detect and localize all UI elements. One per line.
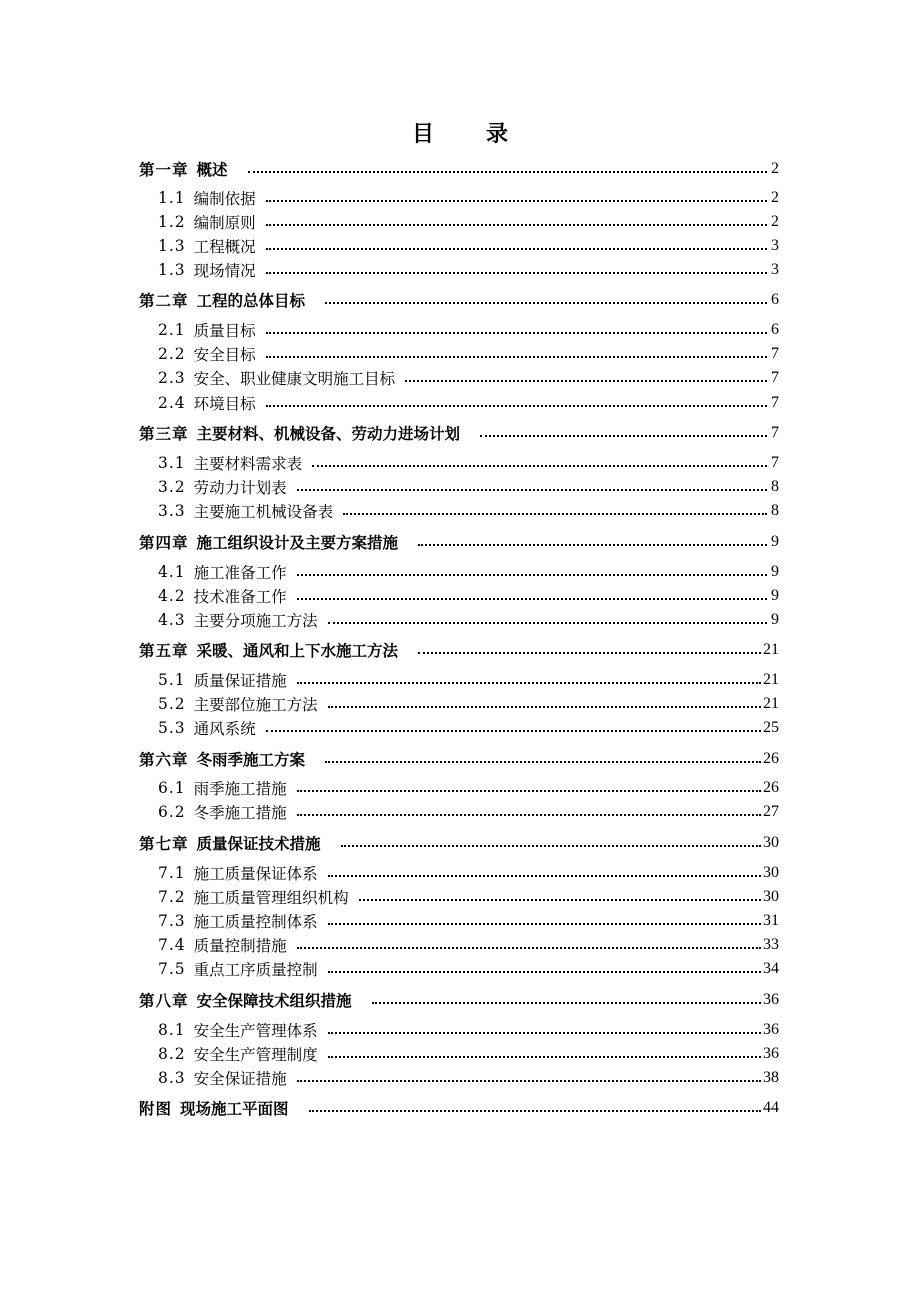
dot-leader <box>372 1000 761 1004</box>
toc-entry-title: 编制依据 <box>193 190 256 208</box>
toc-page-number: 33 <box>763 936 779 953</box>
toc-entry-title: 主要施工机械设备表 <box>193 503 334 521</box>
toc-entry-number: 5.3 <box>158 719 186 737</box>
toc-entry-title: 施工组织设计及主要方案措施 <box>196 534 399 552</box>
toc-section-entry[interactable] <box>139 318 779 342</box>
dot-leader <box>248 169 767 173</box>
dot-leader <box>328 873 761 877</box>
dot-leader <box>297 1078 761 1082</box>
toc-section-entry[interactable] <box>139 210 779 234</box>
toc-entry-number: 3.2 <box>158 478 186 496</box>
toc-chapter-entry[interactable] <box>139 747 779 771</box>
toc-page-number: 3 <box>771 261 779 278</box>
toc-page-number: 38 <box>763 1069 779 1086</box>
toc-entry-number: 3.3 <box>158 502 186 520</box>
toc-page-number: 31 <box>763 912 779 929</box>
dot-leader <box>325 300 767 304</box>
toc-entry-title: 安全保障技术组织措施 <box>196 992 352 1010</box>
toc-section-entry[interactable] <box>139 933 779 957</box>
toc-section-entry[interactable] <box>139 342 779 366</box>
toc-page-number: 44 <box>763 1099 779 1116</box>
toc-entry-title: 主要分项施工方法 <box>193 612 318 630</box>
toc-section-entry[interactable] <box>139 234 779 258</box>
toc-page-number: 36 <box>763 991 779 1008</box>
toc-page-number: 36 <box>763 1045 779 1062</box>
toc-page-number: 9 <box>771 533 779 550</box>
toc-entry-title: 安全保证措施 <box>193 1070 287 1088</box>
toc-section-entry[interactable] <box>139 475 779 499</box>
dot-leader <box>328 1030 761 1034</box>
toc-page-number: 2 <box>771 213 779 230</box>
toc-chapter-entry[interactable] <box>139 288 779 312</box>
toc-chapter-entry[interactable] <box>139 831 779 855</box>
toc-section-entry[interactable] <box>139 560 779 584</box>
toc-page-number: 21 <box>763 671 779 688</box>
dot-leader <box>325 759 761 763</box>
toc-page-number: 9 <box>771 611 779 628</box>
toc-entry-title: 主要部位施工方法 <box>193 696 318 714</box>
toc-entry-number: 第四章 <box>139 534 189 552</box>
dot-leader <box>297 680 761 684</box>
toc-entry-title: 现场情况 <box>193 262 256 280</box>
toc-section-entry[interactable] <box>139 1066 779 1090</box>
toc-page-number: 36 <box>763 1021 779 1038</box>
toc-entry-number: 7.5 <box>158 960 186 978</box>
toc-section-entry[interactable] <box>139 186 779 210</box>
toc-entry-number: 8.2 <box>158 1045 186 1063</box>
toc-entry-number: 8.3 <box>158 1069 186 1087</box>
toc-entry-title: 质量目标 <box>193 322 256 340</box>
dot-leader <box>328 704 761 708</box>
toc-entry-title: 质量控制措施 <box>193 937 287 955</box>
toc-entry-title: 安全目标 <box>193 346 256 364</box>
toc-entry-number: 2.3 <box>158 369 186 387</box>
toc-page-number: 30 <box>763 864 779 881</box>
toc-entry-number: 5.2 <box>158 695 186 713</box>
toc-page-number: 34 <box>763 960 779 977</box>
toc-chapter-entry[interactable] <box>139 421 779 445</box>
dot-leader <box>328 620 767 624</box>
toc-page-number: 7 <box>771 345 779 362</box>
toc-page-number: 7 <box>771 394 779 411</box>
toc-section-entry[interactable] <box>139 885 779 909</box>
toc-entry-title: 现场施工平面图 <box>180 1100 289 1118</box>
toc-entry-number: 4.2 <box>158 587 186 605</box>
toc-entry-number: 第六章 <box>139 751 189 769</box>
dot-leader <box>297 945 761 949</box>
toc-section-entry[interactable] <box>139 608 779 632</box>
toc-entry-title: 质量保证措施 <box>193 672 287 690</box>
dot-leader <box>297 572 767 576</box>
toc-chapter-entry[interactable] <box>139 638 779 662</box>
toc-entry-title: 工程概况 <box>193 238 256 256</box>
toc-entry-number: 6.1 <box>158 779 186 797</box>
toc-entry-number: 第二章 <box>139 292 189 310</box>
toc-page-number: 21 <box>763 695 779 712</box>
toc-page-number: 26 <box>763 750 779 767</box>
dot-leader <box>297 487 767 491</box>
toc-entry-title: 编制原则 <box>193 214 256 232</box>
toc-page-number: 30 <box>763 888 779 905</box>
toc-entry-number: 1.3 <box>158 261 186 279</box>
toc-section-entry[interactable] <box>139 391 779 415</box>
toc-page-number: 27 <box>763 803 779 820</box>
toc-section-entry[interactable] <box>139 668 779 692</box>
toc-page-number: 25 <box>763 719 779 736</box>
toc-entry-title: 劳动力计划表 <box>193 479 287 497</box>
toc-section-entry[interactable] <box>139 800 779 824</box>
toc-entry-number: 1.2 <box>158 213 186 231</box>
toc-entry-number: 1.3 <box>158 237 186 255</box>
dot-leader <box>309 1108 761 1112</box>
toc-section-entry[interactable] <box>139 1018 779 1042</box>
dot-leader <box>297 596 767 600</box>
dot-leader <box>418 650 761 654</box>
dot-leader <box>266 403 767 407</box>
dot-leader <box>297 812 761 816</box>
title-char-left: 目 <box>411 122 434 147</box>
toc-page-number: 2 <box>771 189 779 206</box>
toc-section-entry[interactable] <box>139 776 779 800</box>
toc-section-entry[interactable] <box>139 957 779 981</box>
toc-entry-number: 4.1 <box>158 563 186 581</box>
toc-entry-number: 8.1 <box>158 1021 186 1039</box>
toc-entry-title: 工程的总体目标 <box>196 292 306 310</box>
toc-entry-number: 第五章 <box>139 642 189 660</box>
toc-entry-number: 第一章 <box>139 161 189 179</box>
dot-leader <box>359 897 761 901</box>
toc-section-entry[interactable] <box>139 1042 779 1066</box>
page-title <box>0 120 920 150</box>
toc-page-number: 30 <box>763 834 779 851</box>
toc-entry-number: 3.1 <box>158 454 186 472</box>
dot-leader <box>328 1054 761 1058</box>
toc-entry-number: 第八章 <box>139 992 189 1010</box>
toc-page-number: 26 <box>763 779 779 796</box>
toc-section-entry[interactable] <box>139 861 779 885</box>
toc-entry-title: 施工质量管理组织机构 <box>193 889 349 907</box>
toc-page-number: 7 <box>771 369 779 386</box>
toc-page-number: 9 <box>771 587 779 604</box>
toc-section-entry[interactable] <box>139 909 779 933</box>
toc-entry-title: 安全、职业健康文明施工目标 <box>193 370 396 388</box>
toc-entry-number: 6.2 <box>158 803 186 821</box>
toc-page-number: 7 <box>771 424 779 441</box>
toc-entry-title: 施工质量控制体系 <box>193 913 318 931</box>
toc-entry-title: 主要材料、机械设备、劳动力进场计划 <box>196 425 461 443</box>
toc-chapter-entry[interactable] <box>139 1096 779 1120</box>
dot-leader <box>297 788 761 792</box>
toc-entry-title: 安全生产管理体系 <box>193 1022 318 1040</box>
toc-section-entry[interactable] <box>139 366 779 390</box>
toc-section-entry[interactable] <box>139 451 779 475</box>
dot-leader <box>328 969 761 973</box>
title-char-right: 录 <box>486 122 509 147</box>
toc-page-number: 8 <box>771 478 779 495</box>
dot-leader <box>266 222 767 226</box>
dot-leader <box>266 354 767 358</box>
dot-leader <box>418 542 767 546</box>
toc-entry-title: 技术准备工作 <box>193 588 287 606</box>
toc-entry-number: 4.3 <box>158 611 186 629</box>
toc-entry-number: 5.1 <box>158 671 186 689</box>
toc-entry-title: 采暖、通风和上下水施工方法 <box>196 642 399 660</box>
toc-section-entry[interactable] <box>139 584 779 608</box>
toc-entry-title: 重点工序质量控制 <box>193 961 318 979</box>
toc-page-number: 2 <box>771 160 779 177</box>
toc-entry-title: 冬季施工措施 <box>193 804 287 822</box>
toc-entry-number: 第三章 <box>139 425 189 443</box>
toc-page-number: 9 <box>771 563 779 580</box>
toc-entry-title: 雨季施工措施 <box>193 780 287 798</box>
toc-entry-number: 2.2 <box>158 345 186 363</box>
toc-entry-title: 概述 <box>196 161 228 179</box>
dot-leader <box>312 463 767 467</box>
toc-entry-title: 安全生产管理制度 <box>193 1046 318 1064</box>
toc-entry-number: 7.2 <box>158 888 186 906</box>
toc-chapter-entry[interactable] <box>139 157 779 181</box>
dot-leader <box>480 433 767 437</box>
dot-leader <box>266 330 767 334</box>
toc-entry-title: 通风系统 <box>193 720 256 738</box>
dot-leader <box>266 198 767 202</box>
toc-entry-number: 2.4 <box>158 394 186 412</box>
toc-entry-number: 附图 <box>139 1100 173 1118</box>
toc-entry-title: 质量保证技术措施 <box>196 835 321 853</box>
toc-page-number: 8 <box>771 502 779 519</box>
toc-page-number: 6 <box>771 321 779 338</box>
dot-leader <box>266 270 767 274</box>
toc-section-entry[interactable] <box>139 692 779 716</box>
toc-section-entry[interactable] <box>139 258 779 282</box>
toc-chapter-entry[interactable] <box>139 530 779 554</box>
toc-entry-number: 第七章 <box>139 835 189 853</box>
toc-entry-number: 1.1 <box>158 189 186 207</box>
toc-chapter-entry[interactable] <box>139 988 779 1012</box>
dot-leader <box>328 921 761 925</box>
toc-entry-title: 冬雨季施工方案 <box>196 751 306 769</box>
toc-entry-number: 7.4 <box>158 936 186 954</box>
toc-entry-title: 施工准备工作 <box>193 564 287 582</box>
toc-page-number: 21 <box>763 641 779 658</box>
dot-leader <box>266 246 767 250</box>
dot-leader <box>341 843 761 847</box>
toc-page-number: 3 <box>771 237 779 254</box>
dot-leader <box>266 728 761 732</box>
toc-entry-number: 2.1 <box>158 321 186 339</box>
toc-entry-number: 7.3 <box>158 912 186 930</box>
toc-entry-number: 7.1 <box>158 864 186 882</box>
toc-entry-title: 环境目标 <box>193 395 256 413</box>
toc-entry-title: 主要材料需求表 <box>193 455 303 473</box>
dot-leader <box>405 378 767 382</box>
toc-section-entry[interactable] <box>139 499 779 523</box>
toc-entry-title: 施工质量保证体系 <box>193 865 318 883</box>
toc-section-entry[interactable] <box>139 716 779 740</box>
toc-page-number: 7 <box>771 454 779 471</box>
dot-leader <box>343 511 767 515</box>
toc-page-number: 6 <box>771 291 779 308</box>
